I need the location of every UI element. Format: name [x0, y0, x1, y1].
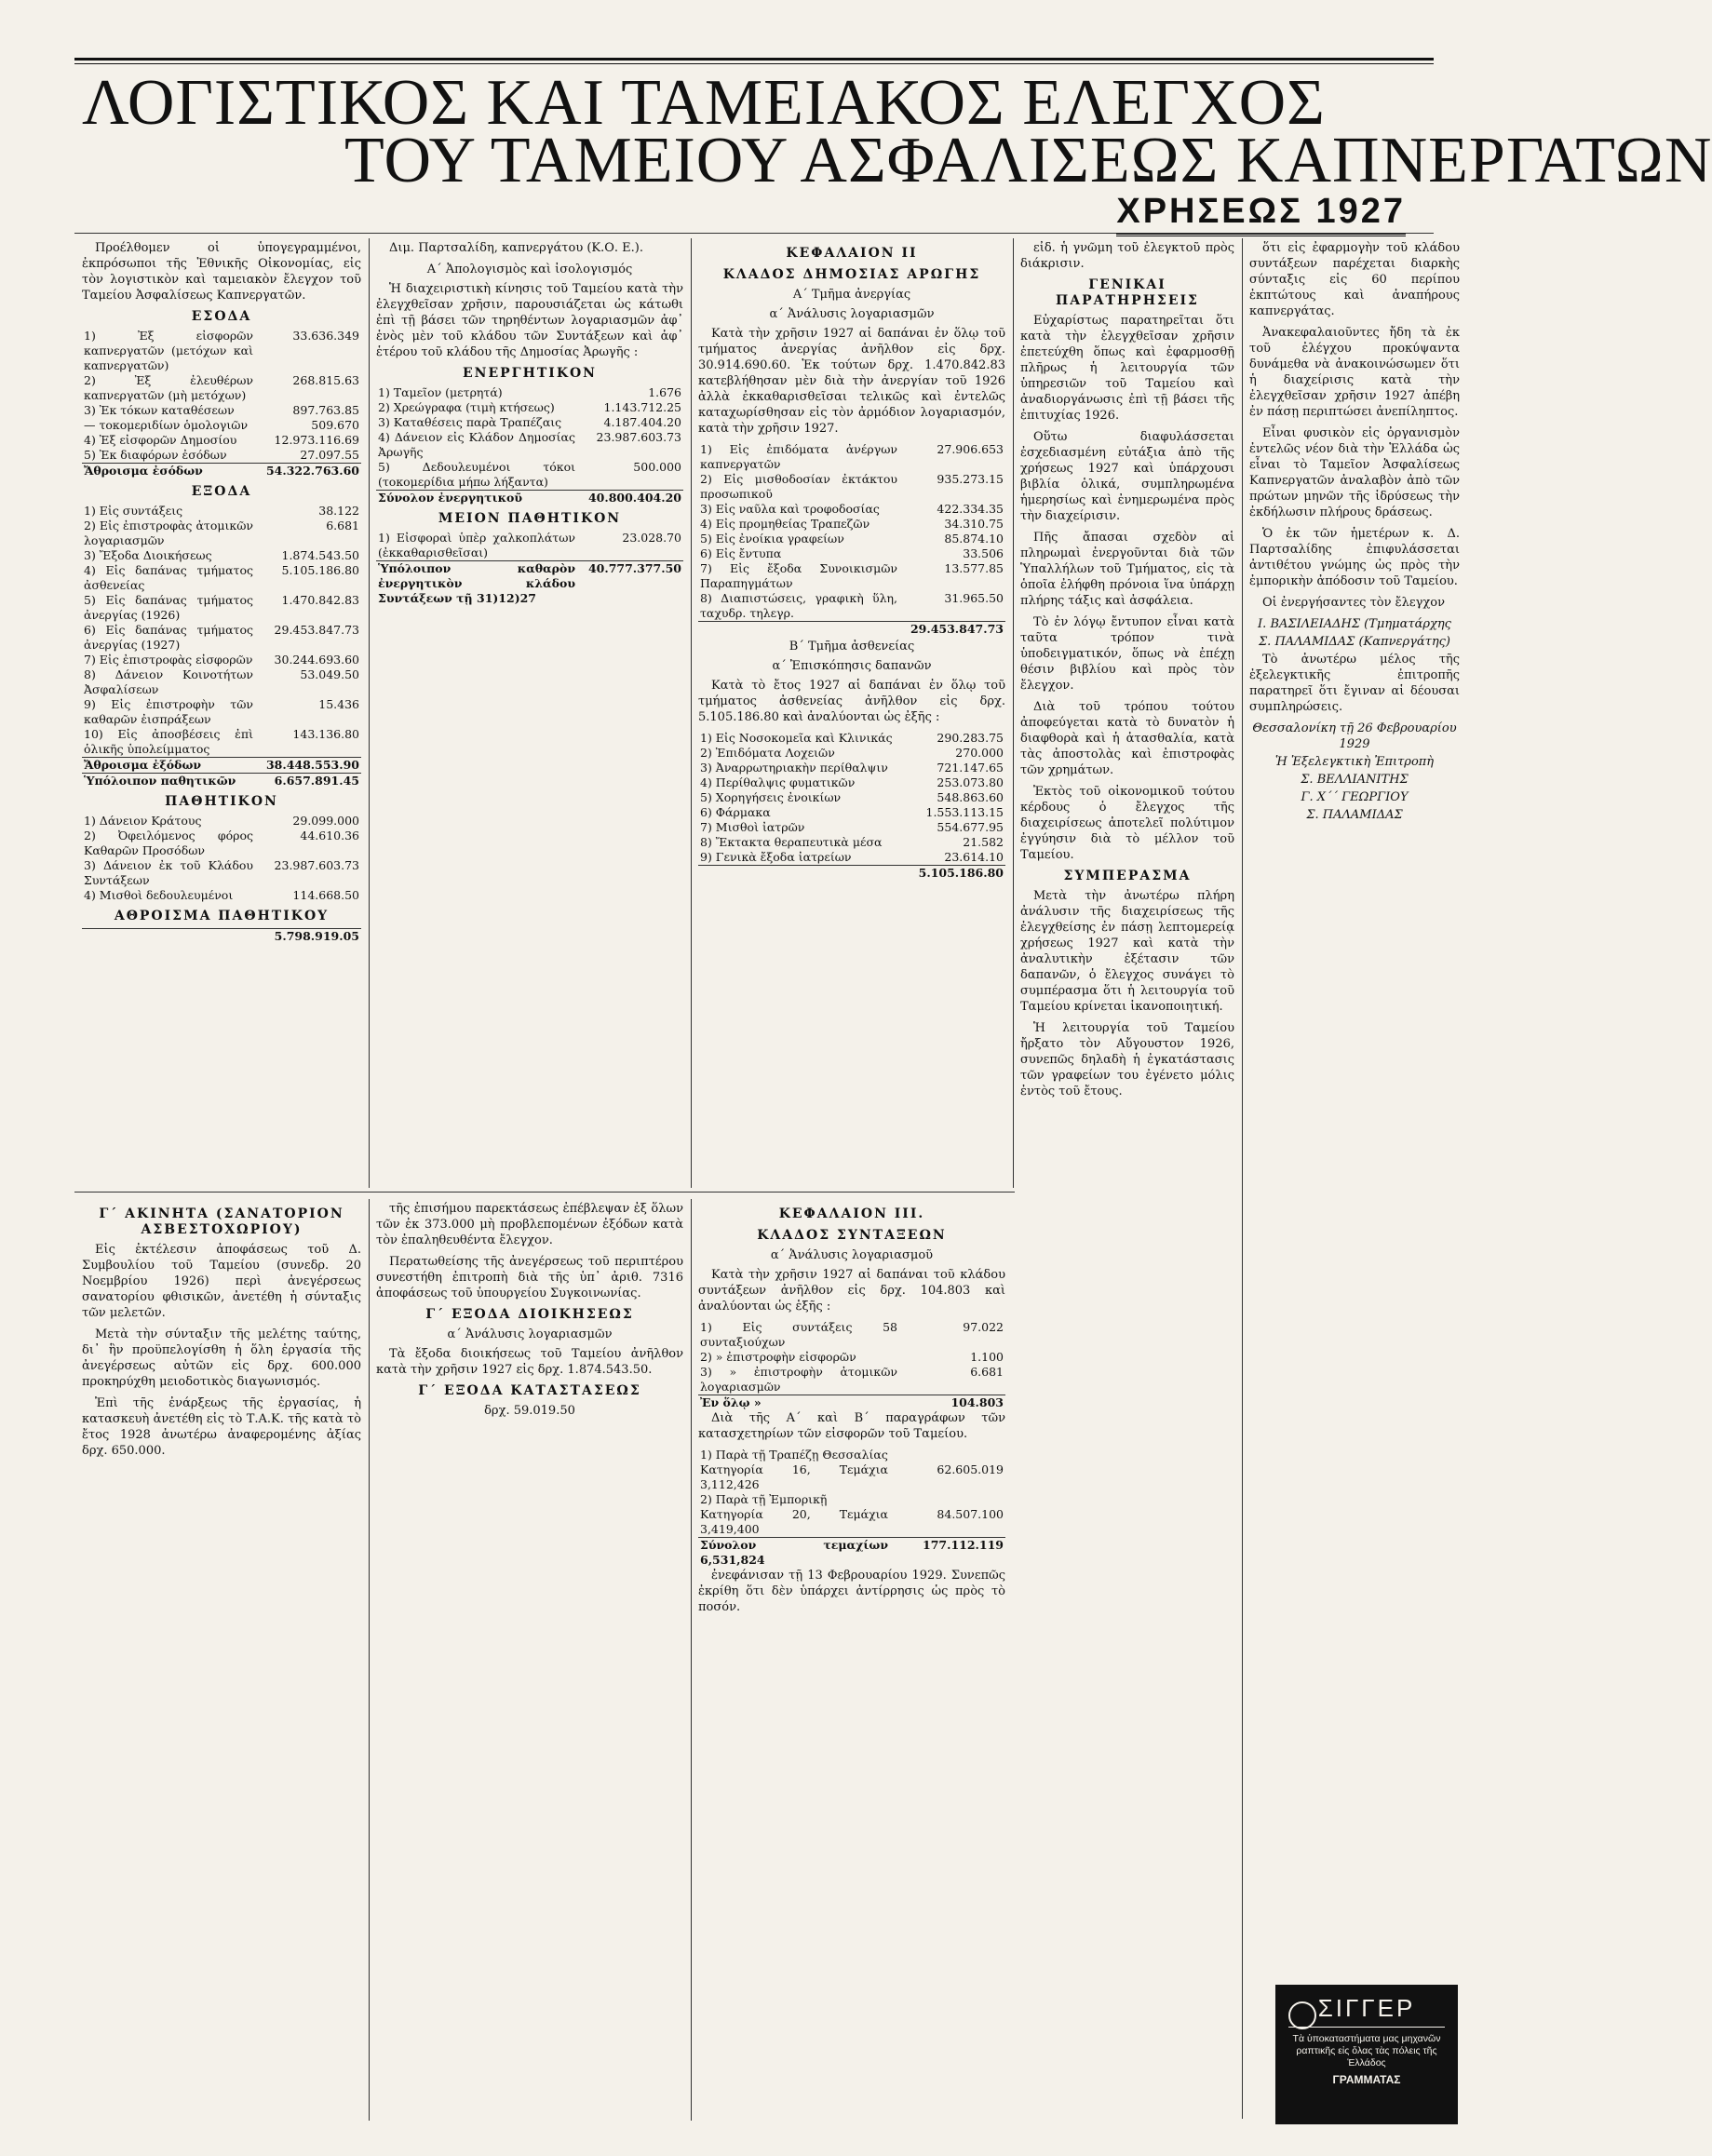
general-remarks-title: ΓΕΝΙΚΑΙ ΠΑΡΑΤΗΡΗΣΕΙΣ	[1056, 277, 1199, 308]
lower-right-footer: ἐνεφάνισαν τῇ 13 Φεβρουαρίου 1929. Συνεπῶς ἐκρίθη ὅτι δὲν ὑπάρχει ἀντίρρησις ὡς πρὸς τὸ ποσόν.	[698, 1569, 1005, 1614]
table-total-row: 29.453.847.73	[698, 622, 1005, 638]
lower-mid-column	[376, 1201, 683, 2122]
col5-text-3: Ὁ ἐκ τῶν ἡμετέρων κ. Δ. Παρτσαλίδης ἐπιφυλάσσεται ἀντιθέτου γνώμης ὡς πρὸς τὴν ἐμπορικὴν ἀπόδοσιν τοῦ Ταμείου.	[1249, 527, 1460, 588]
table-row: 4) Εἰς δαπάνας τμήματος ἀσθενείας 5.105.186.80	[84, 563, 359, 592]
table-row: 4) Ἐξ εἰσφορῶν Δημοσίου 12.973.116.69	[84, 433, 359, 447]
lower-divider	[74, 1192, 1015, 1193]
table-row: 3) Ἐκ τόκων καταθέσεων 897.763.85	[84, 403, 359, 417]
col3-sub-b2: α΄ Ἐπισκόπησις δαπανῶν	[772, 659, 932, 673]
final-signer: Γ. Χ΄΄ ΓΕΩΡΓΙΟΥ	[1301, 790, 1409, 804]
final-signer: Σ. ΒΕΛΛΙΑΝΙΤΗΣ	[1301, 773, 1409, 787]
column-divider	[1242, 238, 1243, 2119]
lower-left-text-1: Εἰς ἐκτέλεσιν ἀποφάσεως τοῦ Δ. Συμβουλίου τοῦ Ταμείου (συνεδρ. 20 Νοεμβρίου 1926) περὶ ἀνεγέρσεως σανατορίου φθισικῶν, ἀνετέθη ἡ σύνταξις τῶν μελετῶν.	[82, 1243, 361, 1320]
securities-table	[698, 1448, 1005, 1568]
lower-right-column	[698, 1201, 1005, 2122]
table-row: 6) Εἰς ἔντυπα 33.506	[700, 546, 1004, 560]
table-row: 8) Διαπιστώσεις, γραφικὴ ὕλη, ταχυδρ. τηλεγρ. 31.965.50	[700, 591, 1004, 620]
col2-text: Ἡ διαχειριστικὴ κίνησις τοῦ Ταμείου κατὰ τὴν ἐλεγχθεῖσαν χρῆσιν, παρουσιάζεται ὡς κάτωθι ἐπὶ τῇ βάσει τῶν τηρηθέντων λογαριασμῶν ἀφ᾽ ἑνὸς μὲν τοῦ κλάδου τῶν Συντάξεων καὶ ἀφ᾽ ἑτέρου τοῦ κλάδου τῆς Δημοσίας Ἀρωγῆς :	[376, 282, 683, 359]
column-5	[1249, 240, 1460, 1972]
lower-left-text-2: Μετὰ τὴν σύνταξιν τῆς μελέτης ταύτης, δι᾽ ἣν προϋπελογίσθη ἡ ὅλη ἐργασία τῆς ἀνεγέρσεως αὐτῶν εἰς δρχ. 600.000 προκηρύχθη μειοδοτικὸς διαγωνισμός.	[82, 1327, 361, 1389]
table-row: 4) Μισθοὶ δεδουλευμένοι 114.668.50	[84, 888, 359, 902]
col1-section-liabilities: ΠΑΘΗΤΙΚΟΝ	[165, 794, 278, 809]
table-row: 3) Ἔξοδα Διοικήσεως 1.874.543.50	[84, 548, 359, 562]
col3-sub-b: Β΄ Τμῆμα ἀσθενείας	[789, 640, 915, 654]
table-row: Κατηγορία 20, Τεμάχια 3,419,400 84.507.100	[700, 1507, 1004, 1536]
col2-section-minus: ΜΕΙΟΝ ΠΑΘΗΤΙΚΟΝ	[438, 511, 622, 526]
income-table	[82, 329, 361, 478]
lower-mid-text-2: Περατωθείσης τῆς ἀνεγέρσεως τοῦ περιπτέρου συνεστήθη ἐπιτροπὴ διὰ τῆς ὑπ᾽ ἀριθ. 7316 ἀποφάσεως τοῦ ὑπουργείου Συγκοινωνίας.	[376, 1255, 683, 1300]
column-3	[698, 240, 1005, 1190]
col4-closing: Ἡ λειτουργία τοῦ Ταμείου ἤρξατο τὸν Αὔγουστον 1926, συνεπῶς δηλαδὴ ἡ ἐγκατάστασις τῶν γραφείων του ἐγένετο μόλις ἐντὸς τοῦ ἔτους.	[1020, 1021, 1234, 1098]
lower-left-text-3: Ἐπὶ τῆς ἐνάρξεως τῆς ἐργασίας, ἡ κατασκευὴ ἀνετέθη εἰς τὸ Τ.Α.Κ. τῆς κατὰ τὸ ἔτος 1928 ἀνωτέρω ἀναφερομένης ἀξίας δρχ. 650.000.	[82, 1396, 361, 1458]
table-total-row: Σύνολον ἐνεργητικοῦ 40.800.404.20	[378, 491, 681, 505]
admin-expenses-sub: α΄ Ἀνάλυσις λογαριασμῶν	[447, 1327, 613, 1341]
lower-right-text-2: Διὰ τῆς Α΄ καὶ Β΄ παραγράφων τῶν κατασχετηρίων τῶν εἰσφορῶν τοῦ Ταμείου.	[698, 1411, 1005, 1441]
table-row: — τοκομεριδίων ὁμολογιῶν 509.670	[84, 418, 359, 432]
col1-intro: Προέλθομεν οἱ ὑπογεγραμμένοι, ἐκπρόσωποι τῆς Ἐθνικῆς Οἰκονομίας, εἰς τὸν λογιστικὸν καὶ ταμειακὸν ἔλεγχον τοῦ Ταμείου Ἀσφαλίσεως Καπνεργατῶν.	[82, 241, 361, 303]
headline-line-2: ΤΟΥ ΤΑΜΕΙΟΥ ΑΣΦΑΛΙΣΕΩΣ ΚΑΠΝΕΡΓΑΤΩΝ	[344, 125, 1712, 196]
column-4	[1020, 240, 1234, 2028]
assets-table	[376, 385, 683, 505]
table-row: Κατηγορία 16, Τεμάχια 3,112,426 62.605.019	[700, 1462, 1004, 1491]
col5-text-4: Τὸ ἀνωτέρω μέλος τῆς ἐξελεγκτικῆς ἐπιτροπῆς παρατηρεῖ ὅτι ἔγιναν αἱ δέουσαι συμπληρώσεις.	[1249, 653, 1460, 714]
col3-text: Κατὰ τὴν χρῆσιν 1927 αἱ δαπάναι ἐν ὅλῳ τοῦ τμήματος ἀνεργίας ἀνῆλθον εἰς δρχ. 30.914.690.60. Ἐκ τούτων δρχ. 1.470.842.83 κατεβλήθησαν μὲν διὰ τὴν ἀνεργίαν τοῦ 1926 ἀλλὰ ἐκκαθαρισθεῖσαι τελικῶς καὶ ἐντελῶς καταχωρίσθησαν εἰς τὸν ἀρμόδιον λογαριασμόν, κατὰ τὴν χρῆσιν 1927.	[698, 327, 1005, 436]
col5-intro: ὅτι εἰς ἐφαρμογὴν τοῦ κλάδου συντάξεων παρέχεται διαρκὴς σύνταξις εἰς 60 περίπου ἐκπτώτους καὶ ἀναπήρους καπνεργάτας.	[1249, 241, 1460, 318]
table-row: 1) Ἐξ εἰσφορῶν καπνεργατῶν (μετόχων καὶ καπνεργατῶν) 33.636.349	[84, 329, 359, 372]
year-banner: ΧΡΗΣΕΩΣ 1927	[1116, 192, 1406, 236]
signer: Σ. ΠΑΛΑΜΙΔΑΣ (Καπνεργάτης)	[1258, 635, 1450, 649]
col1-section-expenses: ΕΞΟΔΑ	[191, 484, 252, 499]
pensions-table	[698, 1320, 1005, 1410]
unemployment-table	[698, 442, 1005, 637]
table-row: 6) Εἰς δαπάνας τμήματος ἀνεργίας (1927) 29.453.847.73	[84, 623, 359, 652]
chapter-subtitle: ΚΛΑΔΟΣ ΔΗΜΟΣΙΑΣ ΑΡΩΓΗΣ	[722, 267, 981, 282]
signer: Ι. ΒΑΣΙΛΕΙΑΔΗΣ (Τμηματάρχης	[1258, 617, 1451, 631]
final-signer: Σ. ΠΑΛΑΜΙΔΑΣ	[1306, 808, 1403, 822]
ad-text: Τὰ ὑποκαταστήματα μας μηχανῶν ραπτικῆς εἰς ὅλας τὰς πόλεις τῆς Ἑλλάδος	[1292, 2033, 1441, 2068]
sum-table	[82, 928, 361, 944]
lower-mid-text-3: Τὰ ἔξοδα διοικήσεως τοῦ Ταμείου ἀνῆλθον κατὰ τὴν χρῆσιν 1927 εἰς δρχ. 1.874.543.50.	[376, 1347, 683, 1377]
headline-line-1: ΛΟΓΙΣΤΙΚΟΣ ΚΑΙ ΤΑΜΕΙΑΚΟΣ ΕΛΕΓΧΟΣ	[82, 67, 1326, 139]
sewing-machine-icon	[1288, 2001, 1316, 2029]
table-row: 1) Εἰς συντάξεις 38.122	[84, 504, 359, 518]
establishment-expenses-amount: δρχ. 59.019.50	[484, 1404, 575, 1418]
sanatorium-title: Γ΄ ΑΚΙΝΗΤΑ (ΣΑΝΑΤΟΡΙΟΝ ΑΣΒΕΣΤΟΧΩΡΙΟΥ)	[99, 1206, 344, 1237]
table-row: 1) Ταμεῖον (μετρητά) 1.676	[378, 385, 681, 399]
chapter-title: ΚΕΦΑΛΑΙΟΝ ΙΙ	[786, 246, 918, 261]
col2-title: Διμ. Παρτσαλίδη, καπνεργάτου (Κ.Ο. Ε.).	[389, 241, 644, 255]
table-row: 1) Εἰς Νοσοκομεῖα καὶ Κλινικάς 290.283.75	[700, 731, 1004, 745]
column-divider	[691, 1199, 692, 2121]
column-2	[376, 240, 683, 1190]
column-1	[82, 240, 361, 1190]
col4-intro: εἰδ. ἡ γνῶμη τοῦ ἐλεγκτοῦ πρὸς διάκρισιν.	[1020, 241, 1234, 271]
table-row: 2) Ὀφειλόμενος φόρος Καθαρῶν Προσόδων 44.610.36	[84, 829, 359, 857]
col5-signatures-intro: Οἱ ἐνεργήσαντες τὸν ἔλεγχον	[1262, 596, 1445, 610]
column-divider	[369, 238, 370, 1188]
chapter-3-subtitle: ΚΛΑΔΟΣ ΣΥΝΤΑΞΕΩΝ	[757, 1228, 947, 1243]
table-row: 4) Εἰς προμηθείας Τραπεζῶν 34.310.75	[700, 517, 1004, 531]
table-total-row: Σύνολον τεμαχίων 6,531,824 177.112.119	[700, 1538, 1004, 1567]
col2-heading: Α΄ Ἀπολογισμὸς καὶ ἰσολογισμός	[426, 263, 633, 276]
ad-brand: ΣΙΓΓΕΡ	[1288, 1994, 1445, 2028]
place-date: Θεσσαλονίκη τῇ 26 Φεβρουαρίου 1929	[1252, 721, 1457, 751]
col4-text-1: Εὐχαρίστως παρατηρεῖται ὅτι κατὰ τὴν ἐλεγχθεῖσαν χρῆσιν ἐπετεύχθη ὅπως καὶ ἐφαρμοσθῇ πλῆρως ἡ λειτουργία τῶν ὑπηρεσιῶν τοῦ Ταμείου καὶ ἀναδιοργάνωσις ἐπὶ τῇ βάσει τῆς ἐπιτυχίας 1926.	[1020, 314, 1234, 423]
table-row: 1) Εἰσφοραὶ ὑπὲρ χαλκοπλάτων (ἐκκαθαρισθεῖσαι) 23.028.70	[378, 531, 681, 559]
lower-right-text-1: Κατὰ τὴν χρῆσιν 1927 αἱ δαπάναι τοῦ κλάδου συντάξεων ἀνῆλθον εἰς δρχ. 104.803 καὶ ἀναλύονται ὡς ἑξῆς :	[698, 1268, 1005, 1314]
col4-text-2: Οὕτω διαφυλάσσεται ἐσχεδιασμένη εὐτάξια ἀπὸ τῆς χρήσεως 1927 καὶ ὑπάρχουσι βιβλία ὁλικά, συμπληρωμένα ἡμερησίως καὶ ἐνημερωμένα πρὸς τὴν διαχείρισιν.	[1020, 430, 1234, 523]
table-row: 1) Εἰς συντάξεις 58 συνταξιούχων 97.022	[700, 1320, 1004, 1349]
expenses-table	[82, 504, 361, 788]
table-row: 9) Εἰς ἐπιστροφὴν τῶν καθαρῶν ἐισπράξεων 15.436	[84, 697, 359, 726]
table-row: 2) Παρὰ τῇ Ἐμπορικῇ	[700, 1492, 828, 1506]
top-rule-thin	[74, 63, 1434, 64]
table-row: 2) Χρεώγραφα (τιμὴ κτήσεως) 1.143.712.25	[378, 400, 681, 414]
col3-text-b: Κατὰ τὸ ἔτος 1927 αἱ δαπάναι ἐν ὅλῳ τοῦ τμήματος ἀσθενείας ἀνῆλθον εἰς δρχ. 5.105.186.80 καὶ ἀναλύονται ὡς ἐξῆς :	[698, 679, 1005, 724]
admin-expenses-title: Γ΄ ΕΞΟΔΑ ΔΙΟΙΚΗΣΕΩΣ	[425, 1307, 634, 1322]
liabilities-table	[82, 814, 361, 903]
table-total-row: 5.798.919.05	[82, 929, 361, 945]
table-row: 2) Ἐπιδόματα Λοχειῶν 270.000	[700, 746, 1004, 760]
minus-table	[376, 531, 683, 606]
table-row: 2) » ἐπιστροφὴν εἰσφορῶν 1.100	[700, 1350, 1004, 1364]
column-divider	[369, 1199, 370, 2121]
table-row: 5) Εἰς δαπάνας τμήματος ἀνεργίας (1926) 1.470.842.83	[84, 593, 359, 622]
table-row: 2) Εἰς ἐπιστροφὰς ἀτομικῶν λογαριασμῶν 6.681	[84, 519, 359, 547]
col4-text-4: Τὸ ἐν λόγῳ ἔντυπον εἶναι κατὰ ταῦτα τρόπον τινὰ ὑποδειγματικόν, ὅπως νὰ ἐπέχῃ θέσιν βιβλίου καὶ πρὸς τὸν ἔλεγχον.	[1020, 615, 1234, 693]
table-row: 5) Χορηγήσεις ἐνοικίων 548.863.60	[700, 790, 1004, 804]
col4-text-5: Διὰ τοῦ τρόπου τούτου ἀποφεύγεται κατὰ τὸ δυνατὸν ἡ διαφθορὰ καὶ ἡ ἀτασθαλία, κατὰ τὰς ἀποστολὰς καὶ ἐπιστροφὰς τῶν χρημάτων.	[1020, 700, 1234, 777]
table-row: 3) » ἐπιστροφὴν ἀτομικῶν λογαριασμῶν 6.681	[700, 1365, 1004, 1394]
table-row: 2) Εἰς μισθοδοσίαν ἐκτάκτου προσωπικοῦ 935.273.15	[700, 472, 1004, 501]
table-row: 4) Δάνειον εἰς Κλάδον Δημοσίας Ἀρωγῆς 23.987.603.73	[378, 430, 681, 459]
table-row: 3) Εἰς ναῦλα καὶ τροφοδοσίας 422.334.35	[700, 502, 1004, 516]
table-row: 7) Εἰς ἐπιστροφὰς εἰσφορῶν 30.244.693.60	[84, 653, 359, 667]
table-row: 1) Εἰς ἐπιδόματα ἀνέργων καπνεργατῶν 27.906.653	[700, 442, 1004, 471]
committee-label: Ἡ Ἐξελεγκτικὴ Ἐπιτροπὴ	[1274, 755, 1435, 769]
lower-mid-text-1: τῆς ἐπισήμου παρεκτάσεως ἐπέβλεψαν ἐξ ὅλων τῶν ἐκ 373.000 μὴ προβλεπομένων ἐξόδων κατὰ τὸν ἐπαληθευθέντα ἔλεγχον.	[376, 1202, 683, 1247]
table-row: 6) Φάρμακα 1.553.113.15	[700, 805, 1004, 819]
table-row: 7) Μισθοὶ ἰατρῶν 554.677.95	[700, 820, 1004, 834]
col4-text-6: Ἐκτὸς τοῦ οἰκονομικοῦ τούτου κέρδους ὁ ἔλεγχος τῆς διαχειρίσεως ἀποτελεῖ πολύτιμον ἐγγύησιν διὰ τὸ μέλλον τοῦ Ταμείου.	[1020, 785, 1234, 862]
ad-name: ΓΡΑΜΜΑΤΑΣ	[1332, 2073, 1401, 2086]
table-row: 10) Εἰς ἀποσβέσεις ἐπὶ ὁλικῆς ὑπολείμματος 143.136.80	[84, 727, 359, 756]
table-row: 9) Γενικὰ ἔξοδα ἰατρείων 23.614.10	[700, 850, 1004, 864]
table-row: 1) Δάνειον Κράτους 29.099.000	[84, 814, 359, 828]
table-row: 5) Ἐκ διαφόρων ἐσόδων 27.097.55	[84, 448, 359, 462]
col3-sub-a: Α΄ Τμῆμα ἀνεργίας	[792, 288, 911, 302]
col4-text-3: Πῆς ἄπασαι σχεδὸν αἱ πληρωμαὶ ἐνεργοῦνται διὰ τῶν Ὑπαλλήλων τοῦ Τμήματος, εἰς τὰ ὁποῖα ἐλήφθη πρόνοια ἵνα ὑπάρχῃ πλήρης τάξις καὶ ἀσφάλεια.	[1020, 531, 1234, 608]
table-balance-row: Ὑπόλοιπον παθητικῶν 6.657.891.45	[84, 774, 359, 788]
chapter-3-sub: α΄ Ἀνάλυσις λογαριασμοῦ	[770, 1248, 934, 1262]
table-total-row: Ἄθροισμα ἐσόδων 54.322.763.60	[84, 464, 359, 478]
col5-text-1: Ἀνακεφαλαιοῦντες ἤδη τὰ ἐκ τοῦ ἐλέγχου προκύψαντα δυνάμεθα νὰ ἀνακοινώσωμεν ὅτι ἡ διαχείρισις κατὰ τὴν ἐλεγχθεῖσαν χρῆσιν 1927 ἀπέβη ἐν πάσῃ περιπτώσει ἀνεπίληπτος.	[1249, 326, 1460, 419]
conclusion-title: ΣΥΜΠΕΡΑΣΜΑ	[1063, 869, 1192, 883]
sickness-table	[698, 731, 1005, 881]
table-row: 5) Εἰς ἐνοίκια γραφείων 85.874.10	[700, 532, 1004, 546]
table-total-row: Ὑπόλοιπον καθαρὸν ἐνεργητικὸν κλάδου Συντάξεων τῇ 31)12)27 40.777.377.50	[378, 561, 681, 605]
table-row: 2) Ἐξ ἐλευθέρων καπνεργατῶν (μὴ μετόχων) 268.815.63	[84, 373, 359, 402]
col3-sub-a2: α΄ Ἀνάλυσις λογαριασμῶν	[769, 307, 935, 321]
lower-left-column	[82, 1201, 361, 2122]
table-row: 7) Εἰς ἔξοδα Συνοικισμῶν Παραπηγμάτων 13.577.85	[700, 561, 1004, 590]
table-row: 8) Δάνειον Κοινοτήτων Ἀσφαλίσεων 53.049.50	[84, 667, 359, 696]
table-row: 3) Ἀναρρωτηριακὴν περίθαλψιν 721.147.65	[700, 761, 1004, 775]
column-divider	[691, 238, 692, 1188]
col2-section-assets: ΕΝΕΡΓΗΤΙΚΟΝ	[463, 366, 597, 381]
col1-section-income: ΕΣΟΔΑ	[191, 309, 252, 324]
table-row: 1) Παρὰ τῇ Τραπέζῃ Θεσσαλίας	[700, 1448, 888, 1462]
header-divider	[74, 233, 1434, 234]
table-total-row: 5.105.186.80	[698, 866, 1005, 882]
col1-section-sum: ΑΘΡΟΙΣΜΑ ΠΑΘΗΤΙΚΟΥ	[114, 909, 330, 923]
chapter-3-title: ΚΕΦΑΛΑΙΟΝ ΙΙΙ.	[778, 1206, 925, 1221]
table-row: 8) Ἔκτακτα θεραπευτικὰ μέσα 21.582	[700, 835, 1004, 849]
table-total-row: Ἄθροισμα ἐξόδων 38.448.553.90	[84, 758, 359, 772]
establishment-expenses-title: Γ΄ ΕΞΟΔΑ ΚΑΤΑΣΤΑΣΕΩΣ	[418, 1383, 641, 1398]
table-row: 3) Δάνειον ἐκ τοῦ Κλάδου Συντάξεων 23.987.603.73	[84, 858, 359, 887]
table-total-row: Ἐν ὅλῳ » 104.803	[700, 1395, 1004, 1409]
table-row: 4) Περίθαλψις φυματικῶν 253.073.80	[700, 775, 1004, 789]
col5-text-2: Εἶναι φυσικὸν εἰς ὀργανισμὸν ἐντελῶς νέον διὰ τὴν Ἑλλάδα ὡς εἶναι τὸ Ταμεῖον Ἀσφαλίσεως Καπνεργατῶν ἀναλαβὸν ἀπὸ τῶν πρώτων μηνῶν τῆς ἱδρύσεως τὴν ἐκδήλωσιν πλήρους δράσεως.	[1249, 426, 1460, 519]
col4-conclusion: Μετὰ τὴν ἀνωτέρω πλήρη ἀνάλυσιν τῆς διαχειρίσεως τῆς ἐλεγχθείσης ἐν πάσῃ λεπτομερείᾳ χρήσεως 1927 καὶ κατὰ τὴν ἀναλυτικὴν ἐξέτασιν τῶν δαπανῶν, ὁ ἔλεγχος συνάγει τὸ συμπέρασμα ὅτι ἡ λειτουργία τοῦ Ταμείου κρίνεται ἱκανοποιητική.	[1020, 889, 1234, 1014]
top-rule	[74, 58, 1434, 61]
table-row: 5) Δεδουλευμένοι τόκοι (τοκομερίδια μήπω λήξαντα) 500.000	[378, 460, 681, 489]
table-row: 3) Καταθέσεις παρὰ Τραπέζαις 4.187.404.20	[378, 415, 681, 429]
column-divider	[1013, 238, 1014, 1188]
